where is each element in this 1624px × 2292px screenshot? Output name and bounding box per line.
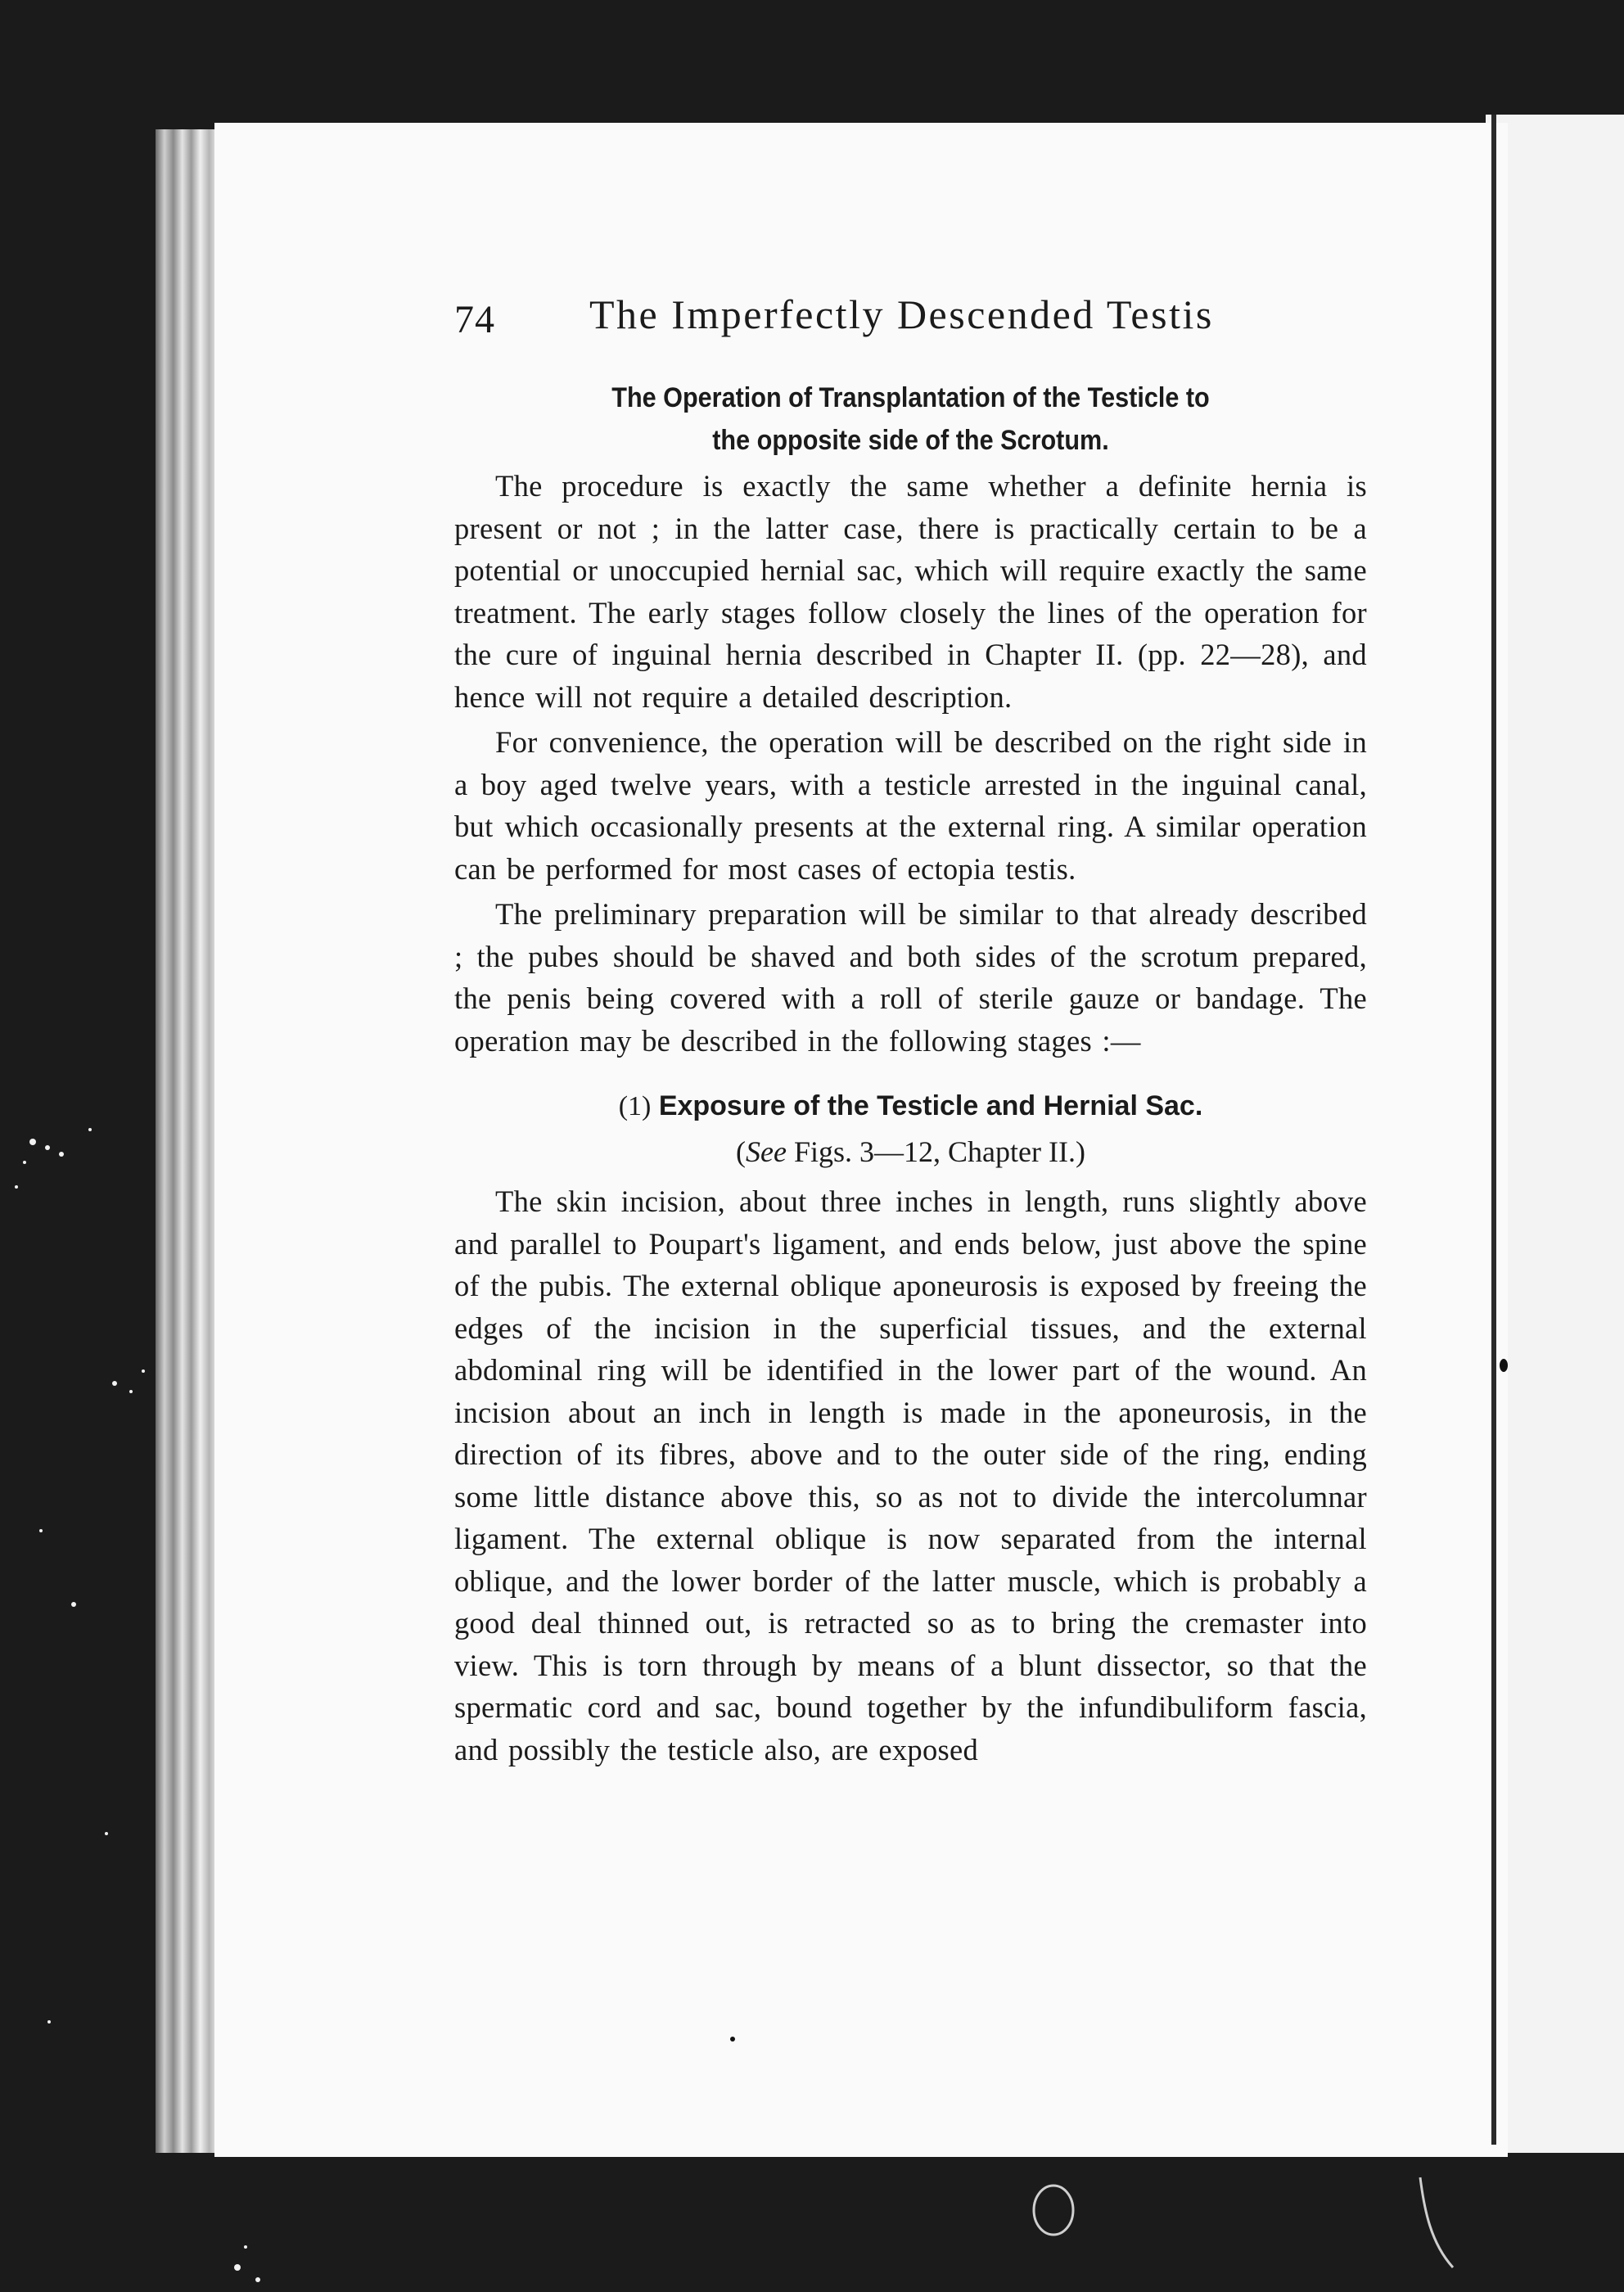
paragraph: The procedure is exactly the same whether a definite hernia is present or not ; in the latter case, there is practically certain to be a potential or unoccupied hernial sac, which will require exactly the same treatment. The early stages follow closely the lines of the operation for the cure of inguinal hernia described in Chapter II. (pp. 22—28), and hence will not require a detailed description. <box>454 469 1367 714</box>
subsection-number: (1) <box>618 1091 652 1121</box>
book-page-edges <box>156 129 219 2153</box>
subsection-title: Exposure of the Testicle and Hernial Sac. <box>658 1090 1203 1121</box>
page-number: 74 <box>454 298 495 341</box>
section-heading <box>500 377 1322 462</box>
page-text <box>454 282 1367 1771</box>
figure-reference <box>454 1128 1367 1175</box>
section-heading-line: the opposite side of the Scrotum. <box>712 425 1109 456</box>
section-heading-line: The Operation of Transplantation of the Testicle to <box>611 382 1210 413</box>
figure-reference-open: ( <box>736 1135 747 1168</box>
facing-page-mark <box>1500 1359 1508 1372</box>
running-head <box>454 282 1367 356</box>
facing-page-edge <box>1491 115 1496 2145</box>
subsection-heading <box>454 1085 1367 1128</box>
figure-reference-text: Figs. 3—12, Chapter II.) <box>787 1135 1085 1168</box>
paragraph: The skin incision, about three inches in length, runs slightly above and parallel to Poupart's ligament, and ends below, just above the spine of the pubis. The external oblique aponeurosis is exposed by freeing the edges of the incision in the superficial tissues, and the external abdominal ring will be identified in the lower part of the wound. An incision about an inch in length is made in the aponeurosis, in the direction of its fibres, above and to the outer side of the ring, ending some little distance above this, so as not to divide the intercolumnar ligament. The external oblique is now separated from the internal oblique, and the lower border of the latter muscle, which is probably a good deal thinned out, is retracted so as to bring the cremaster into view. This is torn through by means of a blunt dissector, so that the spermatic cord and sac, bound together by the infundibuliform fascia, and possibly the testicle also, are exposed <box>454 1184 1367 1766</box>
paragraph: The preliminary preparation will be similar to that already described ; the pubes should be shaved and both sides of the scrotum prepared, the penis being covered with a roll of sterile gauze or bandage. The operation may be described in the following stages :— <box>454 897 1367 1058</box>
running-title: The Imperfectly Descended Testis <box>589 291 1214 337</box>
page-dot <box>730 2037 735 2042</box>
paragraph: For convenience, the operation will be described on the right side in a boy aged twelve years, with a testicle arrested in the inguinal canal, but which occasionally presents at the external ring. A similar operation can be performed for most cases of ectopia testis. <box>454 725 1367 886</box>
figure-reference-see: See <box>746 1135 787 1168</box>
